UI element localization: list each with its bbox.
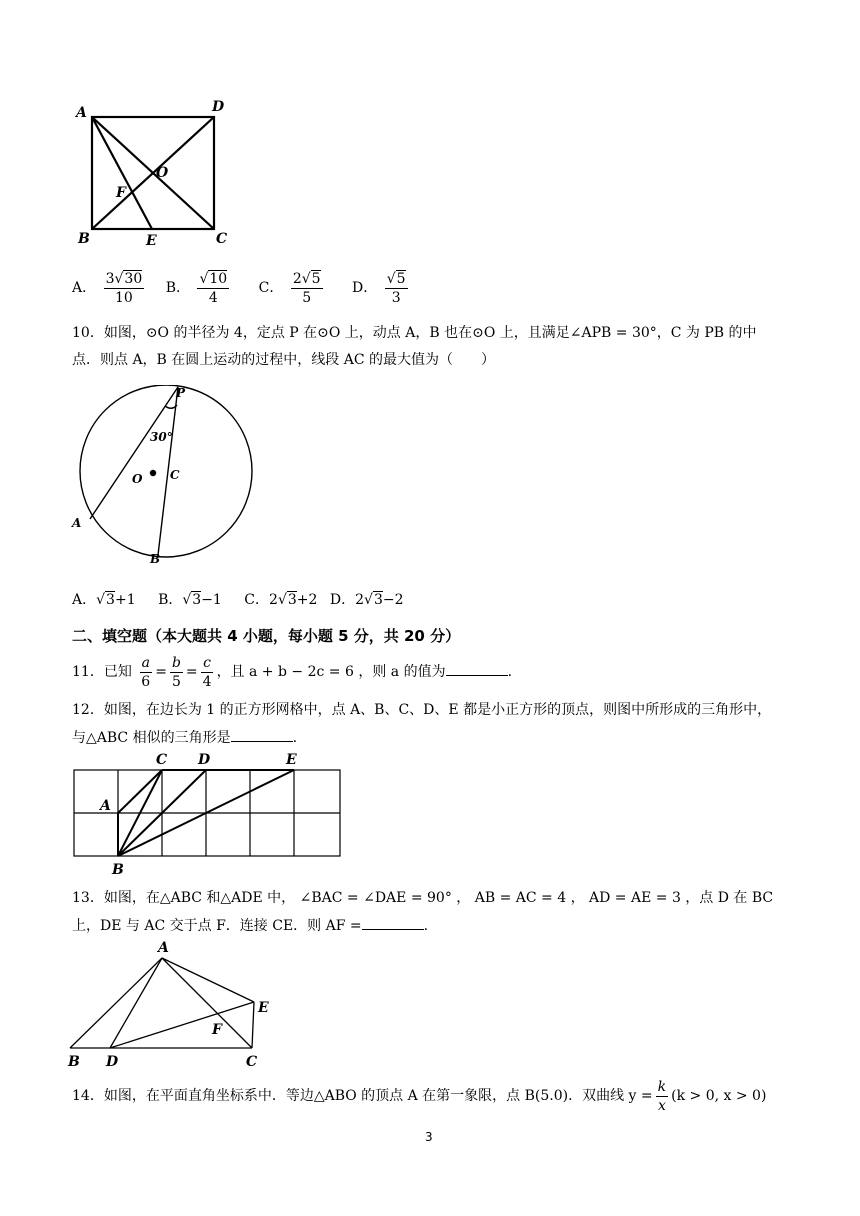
q10-option-d: D．2√3−2 <box>329 592 404 608</box>
q11-answer-blank <box>446 661 508 676</box>
label-C: C <box>156 752 168 768</box>
label-A: A <box>158 940 169 956</box>
square-figure <box>70 95 250 255</box>
circle-figure <box>66 385 256 570</box>
q10-line1: 10．如图，⊙O 的半径为 4，定点 P 在⊙O 上，动点 A，B 也在⊙O 上，且满足∠APB = 30°，C 为 PB 的中 <box>72 325 757 341</box>
label-A: A <box>100 798 111 814</box>
label-F: F <box>116 185 126 201</box>
q13-answer-blank <box>362 915 424 930</box>
q12-line2: 与△ABC 相似的三角形是 . <box>72 727 297 748</box>
label-P: P <box>176 386 186 400</box>
q9-options <box>72 268 411 308</box>
section2-heading: 二、填空题（本大题共 4 小题，每小题 5 分，共 20 分） <box>72 627 461 645</box>
q9-option-a: A． $\frac{3√30}{10}$ <box>72 270 143 306</box>
label-D: D <box>212 99 225 115</box>
page-number: 3 <box>425 1130 433 1144</box>
q12-line1: 12．如图，在边长为 1 的正方形网格中，点 A、B、C、D、E 都是小正方形的顶点，则图中所形成的三角形中， <box>72 702 772 718</box>
q9-option-b: B． $\frac{√10}{4}$ <box>165 270 228 306</box>
label-O: O <box>156 165 169 181</box>
q9-option-d: D． $\frac{√5}{3}$ <box>352 270 406 306</box>
q12-answer-blank <box>231 727 293 742</box>
q10-option-c: C．2√3+2 <box>244 592 318 608</box>
label-A: A <box>76 105 87 121</box>
label-B: B <box>112 862 124 878</box>
q14: 14．如图，在平面直角坐标系中．等边△ABO 的顶点 A 在第一象限，点 B(5.0)．双曲线 y = $\frac{k}{x}$ (k > 0, x > 0) <box>72 1078 767 1114</box>
label-B: B <box>68 1054 80 1070</box>
label-E: E <box>258 1000 269 1016</box>
label-C: C <box>170 468 180 482</box>
q10-option-a: A．√3+1 <box>72 592 136 608</box>
label-E: E <box>146 233 157 249</box>
q13-line1: 13．如图，在△ABC 和△ADE 中， ∠BAC = ∠DAE = 90° ， AB = AC = 4 ， AD = AE = 3 ，点 D 在 BC <box>72 890 774 906</box>
label-C: C <box>216 231 228 247</box>
label-D: D <box>198 752 211 768</box>
label-C: C <box>246 1054 258 1070</box>
label-O: O <box>132 472 143 486</box>
label-30deg: 30° <box>150 430 173 444</box>
grid-figure <box>68 748 348 878</box>
q10-options <box>72 590 404 610</box>
q11: 11．已知 $\frac{a}{6}$ = $\frac{b}{5}$ = $\frac{c}{4}$ ，且 a + b − 2c = 6 ，则 a 的值为 . <box>72 654 513 690</box>
label-F: F <box>212 1022 222 1038</box>
label-E: E <box>286 752 297 768</box>
triangle-figure <box>62 936 282 1071</box>
q13-line2: 上，DE 与 AC 交于点 F．连接 CE．则 AF = . <box>72 915 428 936</box>
label-B: B <box>150 552 161 566</box>
label-B: B <box>78 231 90 247</box>
label-A: A <box>72 516 82 530</box>
q9-option-c: C． $\frac{2√5}{5}$ <box>258 270 321 306</box>
q10-line2: 点．则点 A，B 在圆上运动的过程中，线段 AC 的最大值为（ ） <box>72 352 496 368</box>
q10-option-b: B．√3−1 <box>158 592 222 608</box>
label-D: D <box>106 1054 119 1070</box>
